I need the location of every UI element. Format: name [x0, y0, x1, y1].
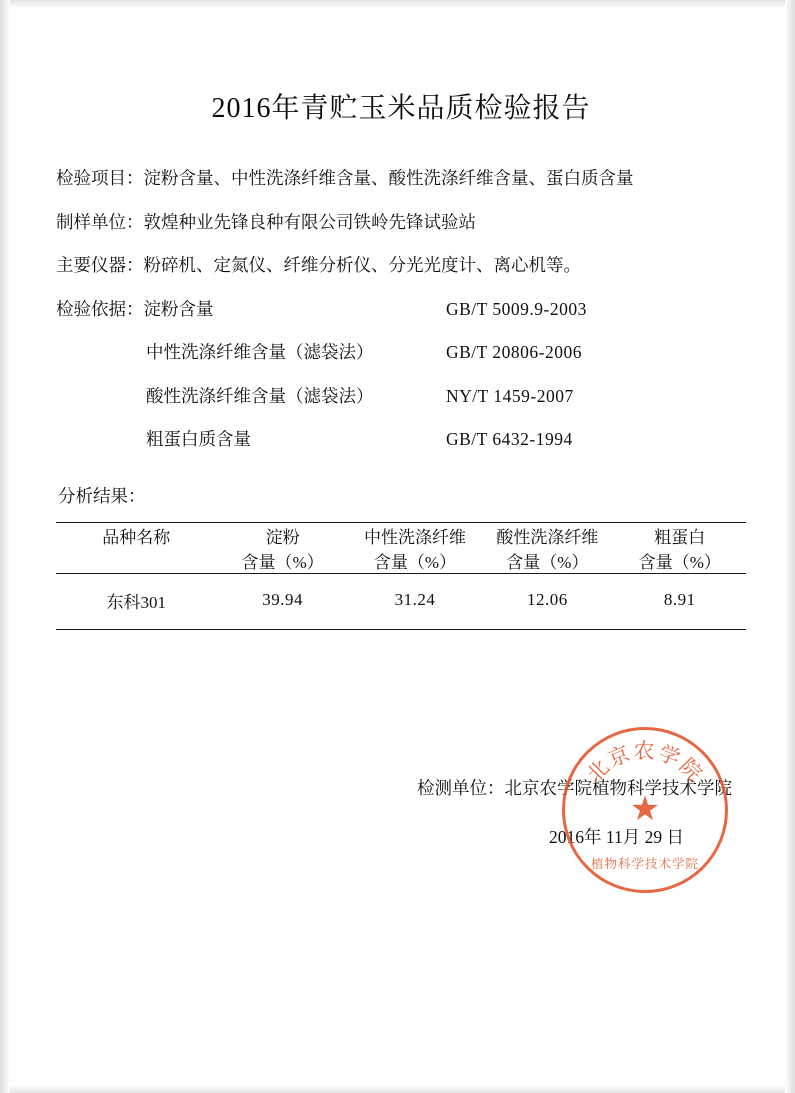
basis-row-3	[56, 385, 746, 406]
basis-row-2	[56, 344, 746, 362]
results-header-row-2	[56, 548, 746, 574]
column-subheader-variety	[56, 548, 216, 574]
column-header-protein: 粗蛋白	[654, 527, 706, 547]
basis-item-name: 酸性洗涤纤维含量（滤袋法）	[146, 385, 374, 406]
basis-item-name: 中性洗涤纤维含量（滤袋法）	[146, 342, 374, 362]
cell-adf-value: 12.06	[527, 590, 568, 609]
field-label: 检验项目：	[56, 168, 144, 188]
results-label: 分析结果：	[58, 485, 146, 506]
field-value: 淀粉含量、中性洗涤纤维含量、酸性洗涤纤维含量、蛋白质含量	[143, 168, 634, 188]
field-label: 主要仪器：	[56, 255, 144, 275]
field-inspection-items	[56, 170, 746, 188]
page-title: 2016年青贮玉米品质检验报告	[211, 93, 591, 124]
seal-arc-label: 北京农学院	[582, 739, 708, 788]
column-header-variety: 品种名称	[102, 527, 171, 547]
table-row	[56, 573, 746, 629]
page-edge-right	[785, 0, 795, 1093]
basis-label: 检验依据：	[56, 298, 144, 319]
basis-item-code: GB/T 20806-2006	[446, 342, 582, 362]
seal-star-icon: ★	[629, 791, 661, 828]
column-header-starch: 淀粉	[265, 527, 300, 547]
cell-variety-name: 东科301	[106, 592, 166, 612]
cell-ndf-value: 31.24	[394, 590, 436, 609]
results-table-body	[56, 573, 746, 630]
basis-item-name: 淀粉含量	[143, 298, 214, 319]
signature-date: 2016年 11月 29 日	[549, 827, 684, 847]
signature-unit: 检测单位：北京农学院植物科学技术学院	[417, 778, 732, 798]
signature-block	[56, 775, 746, 849]
page-edge-top	[0, 0, 795, 8]
column-header-ndf: 中性洗涤纤维	[364, 527, 467, 547]
column-subheader-adf: 含量（%）	[506, 552, 589, 572]
seal-bottom-label: 植物科学技术学院	[590, 857, 699, 871]
basis-item-code: NY/T 1459-2007	[446, 385, 574, 406]
cell-starch-value: 39.94	[262, 590, 304, 609]
results-table-head	[56, 522, 746, 573]
basis-label-and-name	[56, 298, 446, 319]
column-subheader-protein: 含量（%）	[638, 552, 721, 572]
page-edge-bottom	[0, 1085, 795, 1093]
field-list	[56, 170, 746, 449]
page-edge-left	[0, 0, 10, 1093]
field-value: 敦煌种业先锋良种有限公司铁岭先锋试验站	[143, 211, 476, 232]
basis-item-code: GB/T 5009.9-2003	[446, 298, 587, 319]
field-sample-unit	[56, 211, 746, 232]
field-label: 制样单位：	[56, 211, 144, 232]
results-header-row-1	[56, 522, 746, 548]
column-subheader-starch: 含量（%）	[241, 552, 324, 572]
basis-row-4	[56, 431, 746, 449]
field-value: 粉碎机、定氮仪、纤维分析仪、分光光度计、离心机等。	[143, 255, 581, 275]
basis-item-name: 粗蛋白质含量	[146, 429, 251, 449]
results-table	[56, 522, 746, 630]
field-main-instruments	[56, 257, 746, 275]
table-bottom-rule-cell	[56, 629, 746, 630]
basis-item-code: GB/T 6432-1994	[446, 429, 573, 449]
column-header-adf: 酸性洗涤纤维	[496, 527, 599, 547]
basis-row-1	[56, 298, 746, 319]
cell-protein-value: 8.91	[663, 590, 696, 609]
document-body	[56, 60, 746, 630]
table-bottom-rule	[56, 629, 746, 630]
column-subheader-ndf: 含量（%）	[373, 552, 457, 572]
